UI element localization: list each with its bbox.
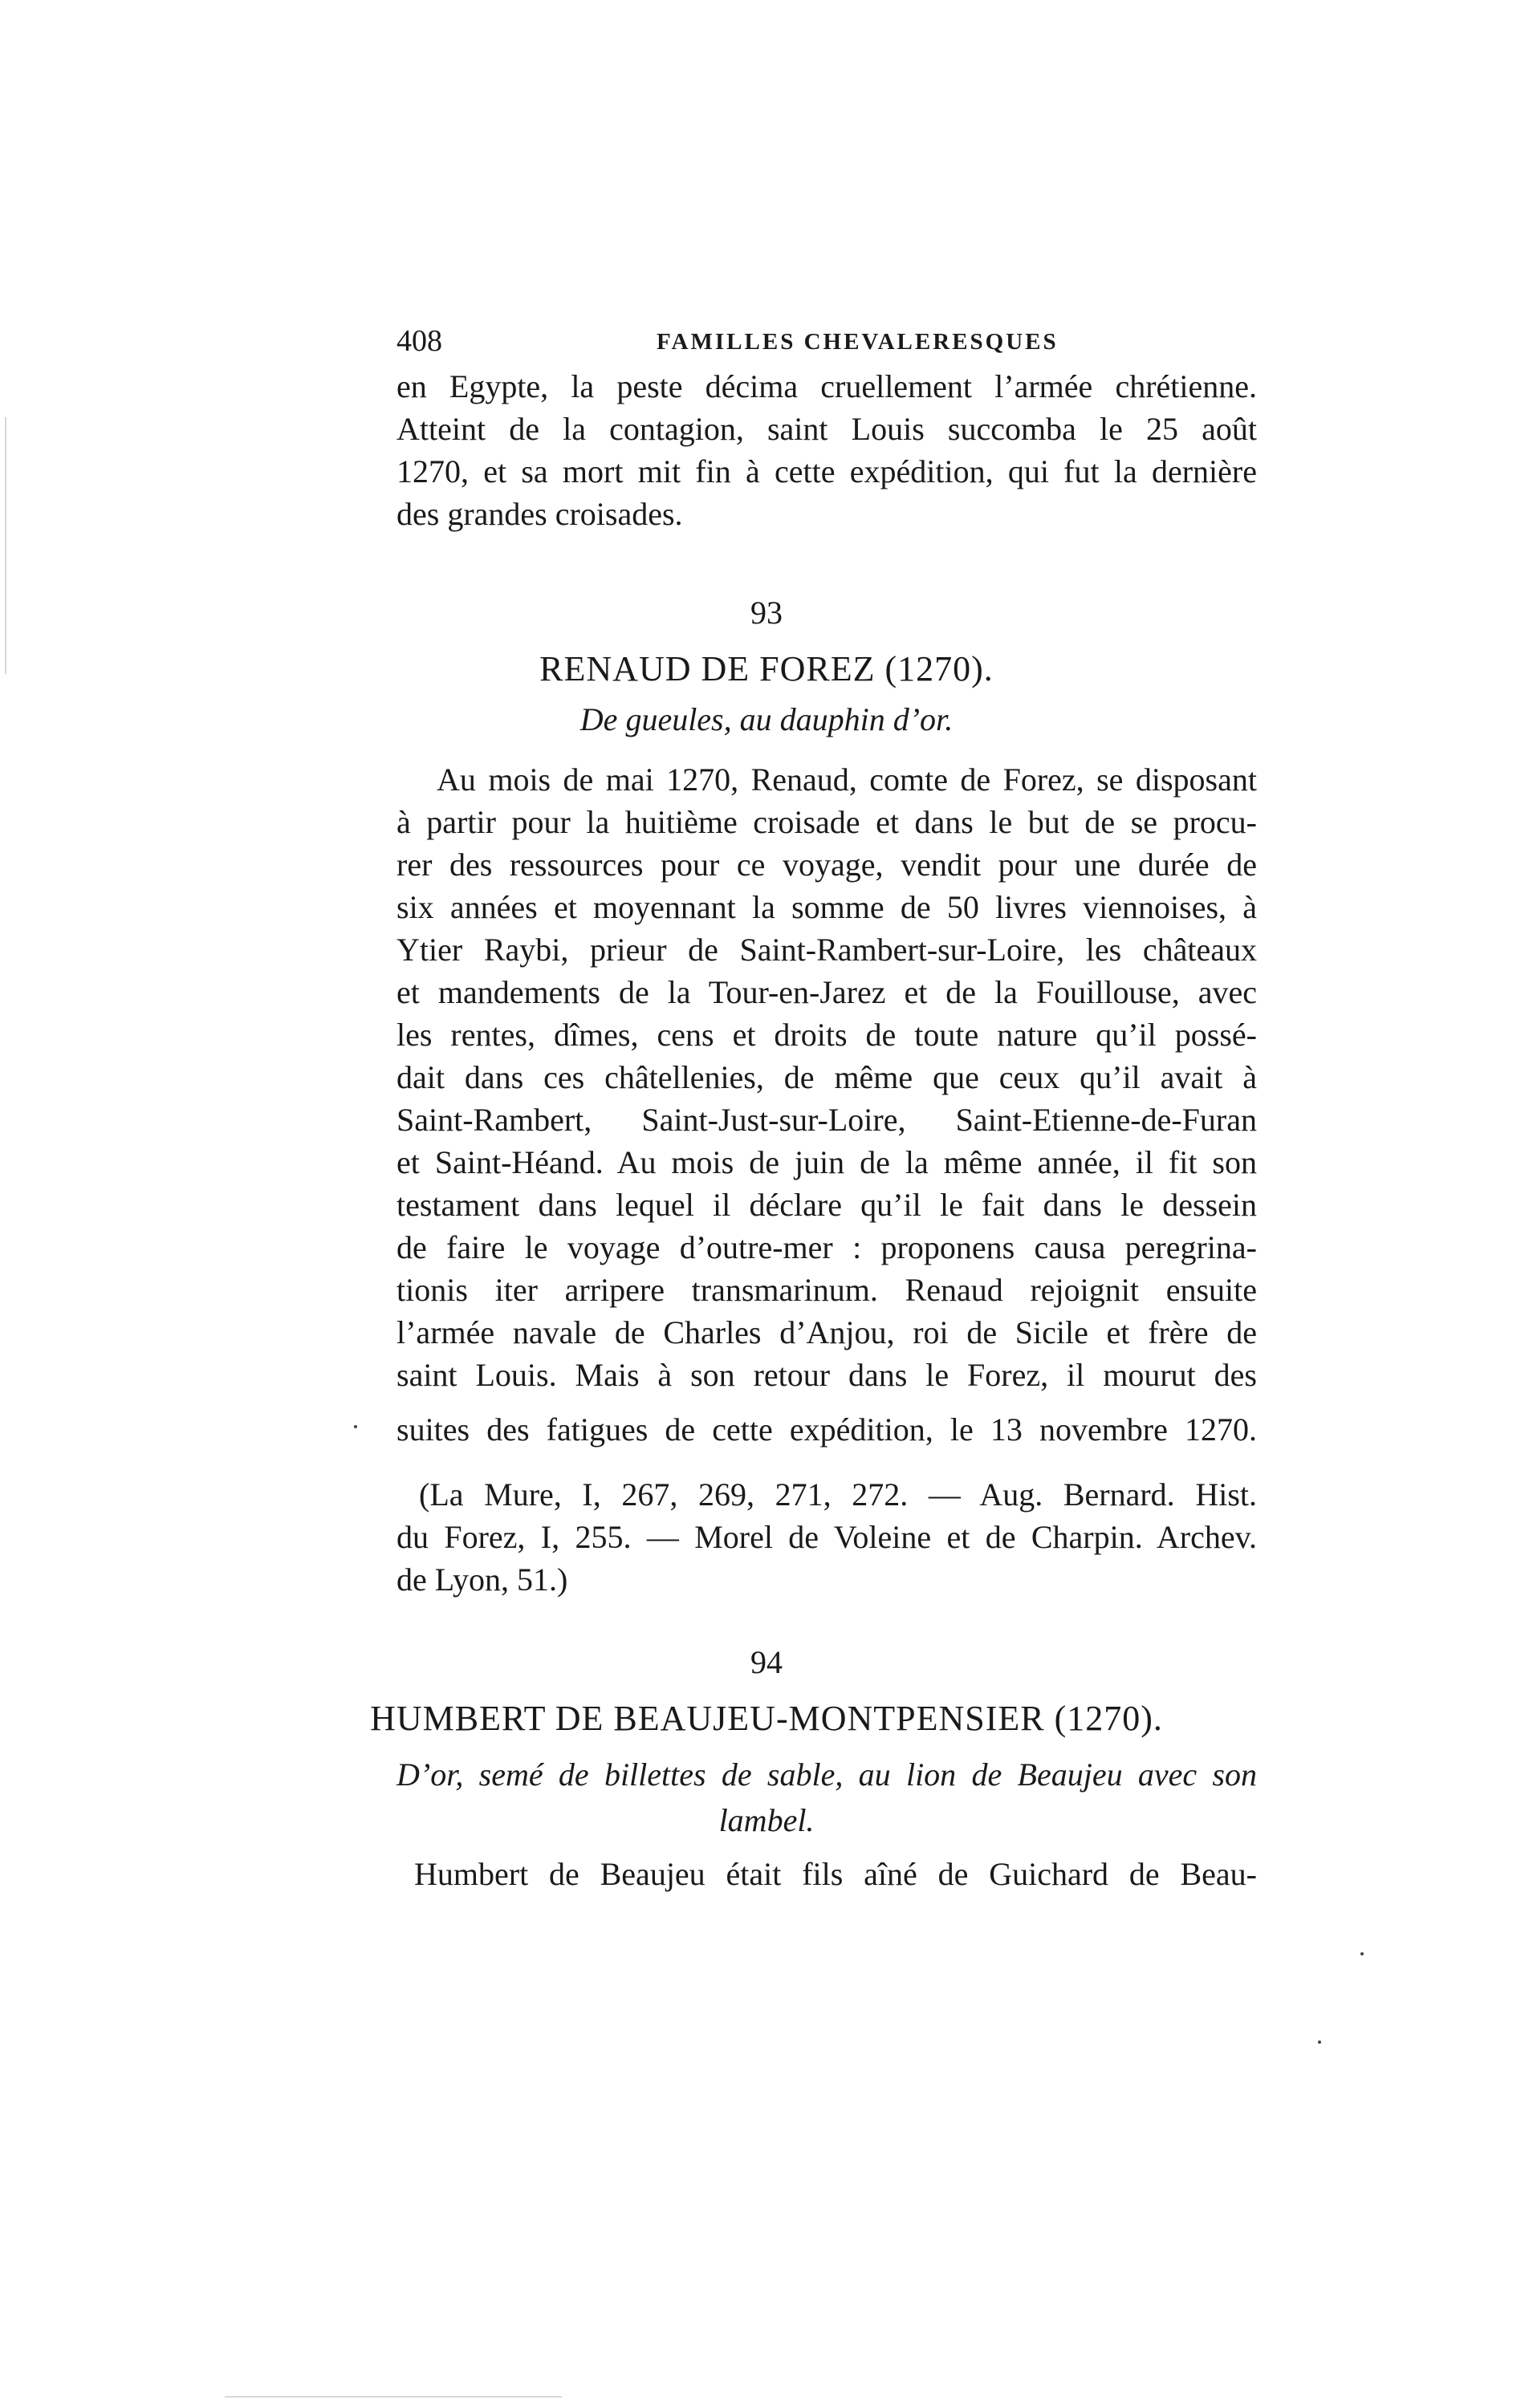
page-number: 408 bbox=[396, 324, 442, 358]
text-line: à partir pour la huitième croisade et dans le but de se procu- bbox=[396, 804, 1257, 840]
text-line: six années et moyennant la somme de 50 livres viennoises, à bbox=[396, 889, 1257, 925]
text-line: saint Louis. Mais à son retour dans le Forez, il mourut des bbox=[396, 1357, 1257, 1393]
text-line: testament dans lequel il déclare qu’il le fait dans le dessein bbox=[396, 1187, 1257, 1223]
ink-speck bbox=[1318, 2041, 1321, 2044]
text-line: suites des fatigues de cette expédition, le 13 novembre 1270. bbox=[396, 1411, 1257, 1448]
text-line: Ytier Raybi, prieur de Saint-Rambert-sur-Loire, les châteaux bbox=[396, 932, 1257, 968]
text-line: Atteint de la contagion, saint Louis succomba le 25 août bbox=[396, 411, 1257, 447]
scan-bottom-edge bbox=[225, 2396, 562, 2398]
entry-heading-94: HUMBERT DE BEAUJEU-MONTPENSIER (1270). bbox=[370, 1699, 1163, 1738]
ink-speck bbox=[354, 1425, 357, 1428]
text-line: les rentes, dîmes, cens et droits de toute nature qu’il possé- bbox=[396, 1017, 1257, 1053]
text-line: de faire le voyage d’outre-mer : proponens causa peregrina- bbox=[396, 1229, 1257, 1265]
scan-left-edge bbox=[5, 417, 6, 674]
reference-line: (La Mure, I, 267, 269, 271, 272. — Aug. Bernard. Hist. bbox=[419, 1476, 1257, 1513]
text-line: rer des ressources pour ce voyage, vendit pour une durée de bbox=[396, 847, 1257, 883]
text-line: des grandes croisades. bbox=[396, 496, 683, 532]
text-line: Au mois de mai 1270, Renaud, comte de Forez, se disposant bbox=[437, 761, 1257, 798]
ink-speck bbox=[1360, 1952, 1364, 1955]
reference-line: du Forez, I, 255. — Morel de Voleine et de Charpin. Archev. bbox=[396, 1519, 1257, 1555]
text-line: 1270, et sa mort mit fin à cette expédition, qui fut la dernière bbox=[396, 453, 1257, 489]
running-title: FAMILLES CHEVALERESQUES bbox=[657, 329, 1059, 355]
entry-motto-94-cont: lambel. bbox=[718, 1802, 815, 1838]
text-line: l’armée navale de Charles d’Anjou, roi de Sicile et frère de bbox=[396, 1314, 1257, 1350]
text-line: Humbert de Beaujeu était fils aîné de Guichard de Beau- bbox=[414, 1856, 1257, 1892]
text-line: tionis iter arripere transmarinum. Renaud rejoignit ensuite bbox=[396, 1272, 1257, 1308]
text-line: et Saint-Héand. Au mois de juin de la même année, il fit son bbox=[396, 1144, 1257, 1180]
entry-motto-93: De gueules, au dauphin d’or. bbox=[579, 701, 954, 737]
text-line: dait dans ces châtellenies, de même que ceux qu’il avait à bbox=[396, 1059, 1257, 1095]
reference-line: de Lyon, 51.) bbox=[396, 1561, 568, 1598]
text-line: Saint-Rambert, Saint-Just-sur-Loire, Saint-Etienne-de-Furan bbox=[396, 1102, 1257, 1138]
entry-number-93: 93 bbox=[750, 595, 783, 631]
entry-heading-93: RENAUD DE FOREZ (1270). bbox=[539, 649, 994, 688]
entry-motto-94: D’or, semé de billettes de sable, au lion de Beaujeu avec son bbox=[396, 1756, 1257, 1793]
entry-number-94: 94 bbox=[750, 1644, 783, 1680]
text-line: en Egypte, la peste décima cruellement l’armée chrétienne. bbox=[396, 368, 1257, 404]
text-line: et mandements de la Tour-en-Jarez et de la Fouillouse, avec bbox=[396, 974, 1257, 1010]
